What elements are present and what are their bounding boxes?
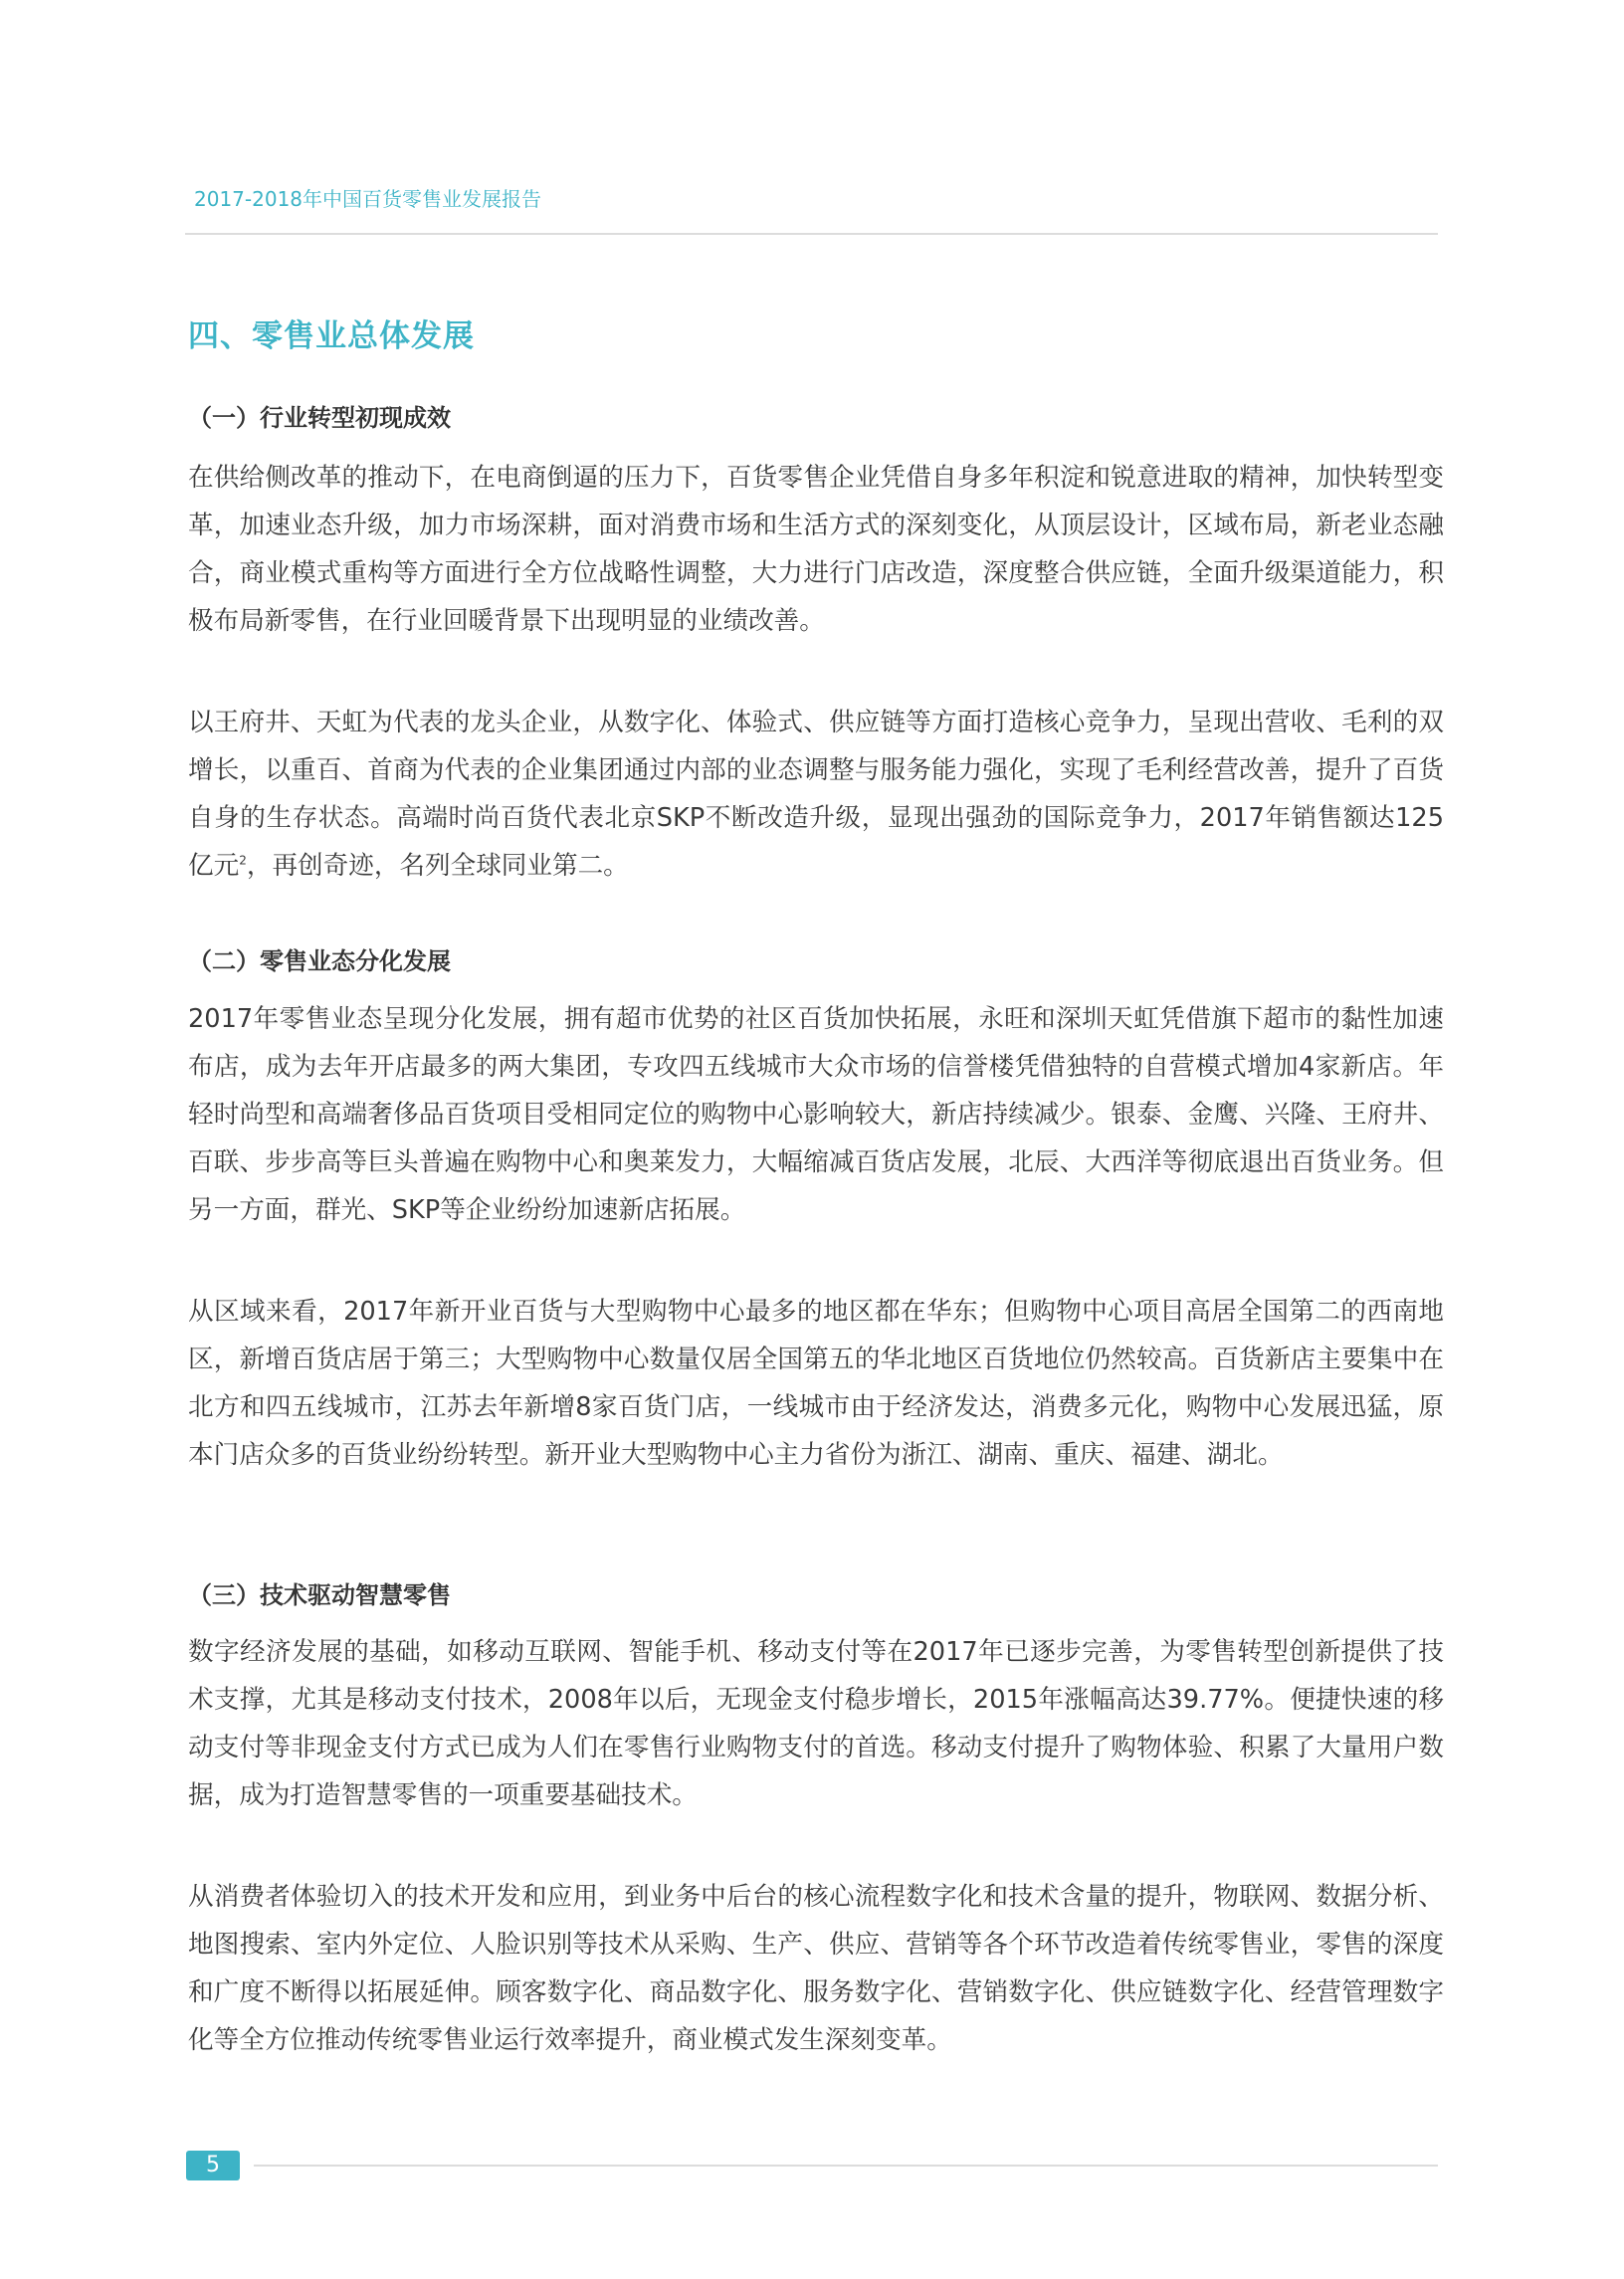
paragraph-1-1: 在供给侧改革的推动下，在电商倒逼的压力下，百货零售企业凭借自身多年积淀和锐意进取的精神，加快转型变革，加速业态升级，加力市场深耕，面对消费市场和生活方式的深刻变化，从顶层设计，区域布局，新老业态融合，商业模式重构等方面进行全方位战略性调整，大力进行门店改造，深度整合供应链，全面升级渠道能力，积极布局新零售，在行业回暖背景下出现明显的业绩改善。 [188, 463, 1444, 636]
report-header-title: 2017-2018年中国百货零售业发展报告 [194, 187, 542, 211]
paragraph-1-2 [188, 699, 1444, 890]
footnote-marker[interactable]: 2 [239, 853, 247, 868]
header-divider [185, 233, 1438, 235]
subsection-heading-3: （三）技术驱动智慧零售 [188, 1581, 451, 1609]
paragraph-1-2-text-end: ，再创奇迹，名列全球同业第二。 [246, 851, 629, 881]
section-title: 四、零售业总体发展 [188, 318, 475, 354]
paragraph-3-1: 数字经济发展的基础，如移动互联网、智能手机、移动支付等在2017年已逐步完善，为零售转型创新提供了技术支撑，尤其是移动支付技术，2008年以后，无现金支付稳步增长，2015年涨幅高达39.77%。便捷快速的移动支付等非现金支付方式已成为人们在零售行业购物支付的首选。移动支付提升了购物体验、积累了大量用户数据，成为打造智慧零售的一项重要基础技术。 [188, 1637, 1444, 1810]
paragraph-3-2: 从消费者体验切入的技术开发和应用，到业务中后台的核心流程数字化和技术含量的提升，物联网、数据分析、地图搜索、室内外定位、人脸识别等技术从采购、生产、供应、营销等各个环节改造着传统零售业，零售的深度和广度不断得以拓展延伸。顾客数字化、商品数字化、服务数字化、营销数字化、供应链数字化、经营管理数字化等全方位推动传统零售业运行效率提升，商业模式发生深刻变革。 [188, 1882, 1444, 2055]
page-number-badge: 5 [186, 2151, 240, 2180]
footer-divider [254, 2165, 1438, 2167]
paragraph-1-2-text: 以王府井、天虹为代表的龙头企业，从数字化、体验式、供应链等方面打造核心竞争力，呈现出营收、毛利的双增长，以重百、首商为代表的企业集团通过内部的业态调整与服务能力强化，实现了毛利经营改善，提升了百货自身的生存状态。高端时尚百货代表北京SKP不断改造升级，显现出强劲的国际竞争力，2017年销售额达125亿元 [188, 708, 1444, 881]
paragraph-2-2: 从区域来看，2017年新开业百货与大型购物中心最多的地区都在华东；但购物中心项目高居全国第二的西南地区，新增百货店居于第三；大型购物中心数量仅居全国第五的华北地区百货地位仍然较高。百货新店主要集中在北方和四五线城市，江苏去年新增8家百货门店，一线城市由于经济发达，消费多元化，购物中心发展迅猛，原本门店众多的百货业纷纷转型。新开业大型购物中心主力省份为浙江、湖南、重庆、福建、湖北。 [188, 1297, 1444, 1470]
paragraph-2-1: 2017年零售业态呈现分化发展，拥有超市优势的社区百货加快拓展，永旺和深圳天虹凭借旗下超市的黏性加速布店，成为去年开店最多的两大集团，专攻四五线城市大众市场的信誉楼凭借独特的自营模式增加4家新店。年轻时尚型和高端奢侈品百货项目受相同定位的购物中心影响较大，新店持续减少。银泰、金鹰、兴隆、王府井、百联、步步高等巨头普遍在购物中心和奥莱发力，大幅缩减百货店发展，北辰、大西洋等彻底退出百货业务。但另一方面，群光、SKP等企业纷纷加速新店拓展。 [188, 1004, 1444, 1225]
subsection-heading-1: （一）行业转型初现成效 [188, 404, 451, 432]
subsection-heading-2: （二）零售业态分化发展 [188, 947, 451, 975]
